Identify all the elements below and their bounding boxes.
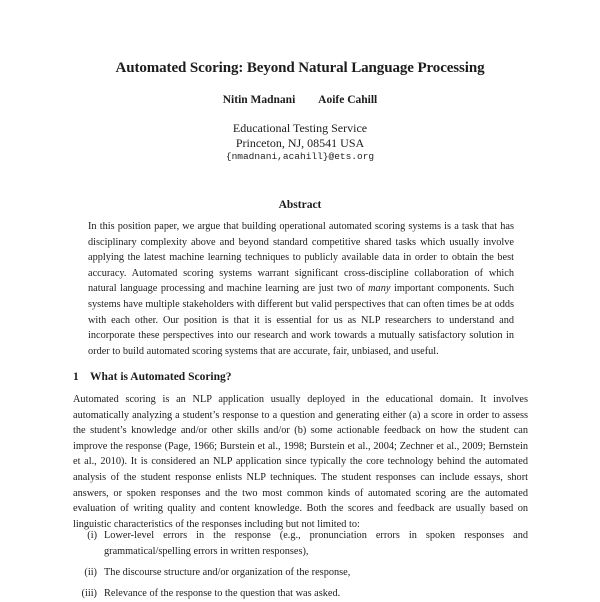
author-name: Nitin Madnani	[222, 94, 296, 106]
section-paragraph: Automated scoring is an NLP application usually deployed in the educational domain. It involves automatically analyzing a student’s response to a question and generating either (a) a score in order to assess the student’s knowledge and/or other skills and/or (b) some actionable feedback on how the student can improve the response (Page, 1966; Burstein et al., 1998; Burstein et al., 2004; Zechner et al., 2009; Bernstein et al., 2010). It is considered an NLP application since typically the core technology behind the automated analysis of the student response enlists NLP techniques. The student responses can include essays, short answers, or spoken responses and the two most common kinds of automated scoring are the automated evaluation of writing quality and content knowledge. Both the scores and feedback are usually based on linguistic characteristics of the responses including but not limited to:	[73, 394, 528, 530]
paper-title: Automated Scoring: Beyond Natural Language Processing	[115, 60, 485, 76]
author-name: Aoife Cahill	[318, 94, 378, 106]
list-item-text: Lower-level errors in the response (e.g., pronunciation errors in spoken responses and grammatical/spelling errors in written responses),	[104, 530, 528, 557]
section-heading	[73, 371, 232, 383]
abstract-text	[88, 219, 514, 359]
list-item-text: Relevance of the response to the question that was asked.	[104, 588, 341, 599]
list-item	[73, 586, 528, 602]
list-item-label: (ii)	[84, 567, 97, 578]
list-item	[73, 528, 528, 559]
section-number: 1	[73, 371, 79, 383]
list-item-text: The discourse structure and/or organization of the response,	[104, 567, 351, 578]
affiliation-org: Educational Testing Service	[232, 121, 368, 135]
list-item-label: (iii)	[81, 588, 97, 599]
abstract-text-part: important components. Such systems have multiple stakeholders with different but valid perspectives that can often times be at odds with each other. Our position is that it is essential for us as NLP researchers to understand and incorporate these perspectives into our research and work towards a mutually satisfactory solution in order to build automated scoring systems that are accurate, fair, unbiased, and useful.	[88, 283, 515, 357]
list-item-label: (i)	[87, 530, 97, 541]
list-item	[73, 565, 528, 581]
author-email: {nmadnani,acahill}@ets.org	[225, 151, 375, 162]
abstract-text-part: In this position paper, we argue that building operational automated scoring systems is a task that has disciplinary complexity above and beyond standard competitive shared tasks which usually involve applying the latest machine learning techniques to publicly available data in order to obtain the best accuracy. Automated scoring systems warrant significant cross-discipline collaboration of which natural language processing and machine learning are just two of	[88, 221, 514, 295]
abstract-heading: Abstract	[278, 199, 322, 211]
abstract-emphasis: many	[368, 283, 391, 295]
author-list	[0, 94, 600, 106]
affiliation	[0, 121, 600, 151]
affiliation-address: Princeton, NJ, 08541 USA	[235, 136, 365, 150]
section-title: What is Automated Scoring?	[90, 371, 232, 383]
